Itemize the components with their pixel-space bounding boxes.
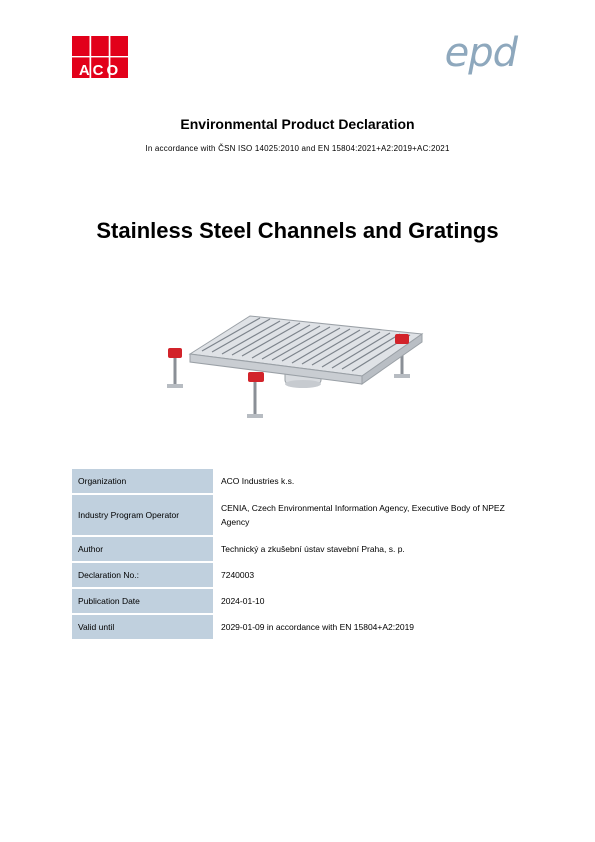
standard-line: In accordance with ČSN ISO 14025:2010 and EN 15804:2021+A2:2019+AC:2021 (145, 144, 450, 153)
row-value: 7240003 (214, 562, 522, 588)
row-label: Organization (72, 469, 214, 494)
row-value: 2029-01-09 in accordance with EN 15804+A2:2019 (214, 614, 522, 640)
product-image (150, 288, 440, 428)
row-label: Author (72, 536, 214, 562)
table-row (72, 562, 522, 588)
row-value: Technický a zkušební ústav stavební Praha, s. p. (214, 536, 522, 562)
product-title: Stainless Steel Channels and Gratings (96, 218, 499, 243)
row-value: ACO Industries k.s. (214, 469, 522, 494)
aco-logo (72, 36, 128, 78)
table-row (72, 494, 522, 536)
row-label: Valid until (72, 614, 214, 640)
document-type-title: Environmental Product Declaration (180, 116, 415, 132)
table-row (72, 614, 522, 640)
declaration-info-table (72, 469, 522, 641)
table-row (72, 588, 522, 614)
row-label: Declaration No.: (72, 562, 214, 588)
table-row (72, 536, 522, 562)
row-label: Publication Date (72, 588, 214, 614)
aco-logo-text: ACO (78, 62, 122, 78)
row-label: Industry Program Operator (72, 494, 214, 536)
epd-mark: epd (444, 30, 517, 76)
row-value: 2024-01-10 (214, 588, 522, 614)
table-row (72, 469, 522, 494)
row-value: CENIA, Czech Environmental Information Agency, Executive Body of NPEZ Agency (214, 494, 522, 536)
